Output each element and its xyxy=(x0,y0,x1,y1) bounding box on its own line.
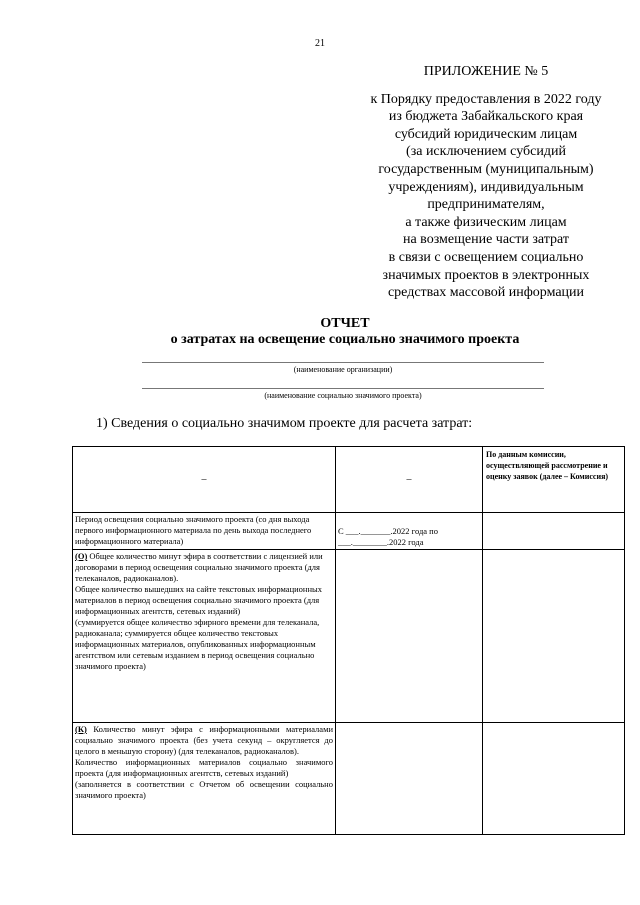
table-row-total-minutes xyxy=(73,550,625,723)
project-name-line xyxy=(142,388,544,389)
appendix-line: (за исключением субсидий xyxy=(406,144,566,160)
row-text: (заполняется в соответствии с Отчетом об освещении социально значимого проекта) xyxy=(75,779,333,800)
row-label xyxy=(73,723,336,835)
appendix-block xyxy=(352,63,620,302)
appendix-line: предпринимателям, xyxy=(427,197,545,213)
header-cell: – xyxy=(336,447,483,513)
row-text: Общее количество вышедших на сайте текстовых информационных материалов в период освещения социально значимого проекта (для информационных агентств, сетевых изданий) xyxy=(75,584,322,616)
appendix-line: из бюджета Забайкальского края xyxy=(388,109,584,125)
period-from: С ___._______.2022 года по xyxy=(338,526,438,536)
page-number: 21 xyxy=(315,38,325,49)
appendix-line: а также физическим лицам xyxy=(405,214,567,230)
table-row-period xyxy=(73,513,625,550)
commission-cell xyxy=(483,513,625,550)
header-cell-commission: По данным комиссии, осуществляющей рассмотрение и оценку заявок (далее – Комиссия) xyxy=(483,447,625,513)
row-text: Количество информационных материалов социально значимого проекта (для информационных агентств, сетевых изданий) xyxy=(75,757,333,778)
code-label: (О) xyxy=(75,551,88,561)
code-label: (К) xyxy=(75,724,87,734)
period-value-cell xyxy=(336,513,483,550)
appendix-line: средствах массовой информации xyxy=(387,285,585,301)
row-text-part: Общее количество минут эфира в соответствии с лицензией или договорами в период освещения социально значимого проекта (для телеканалов, радиоканалов). xyxy=(75,551,323,583)
row-text xyxy=(75,724,333,757)
project-caption: (наименование социально значимого проекта) xyxy=(264,391,422,400)
cost-table xyxy=(72,446,625,835)
organization-caption: (наименование организации) xyxy=(293,365,393,374)
commission-cell xyxy=(483,723,625,835)
row-text: (суммируется общее количество эфирного времени для телеканала, радиоканала; суммируется общее количество текстовых информационных материалов, опубликованных информационным агентством или сетевым изданием в период освещения социально значимого проекта) xyxy=(75,617,320,671)
report-subtitle: о затратах на освещение социально значимого проекта xyxy=(170,332,520,347)
report-title: ОТЧЕТ xyxy=(320,316,370,331)
value-cell xyxy=(336,723,483,835)
value-cell xyxy=(336,550,483,723)
appendix-title: ПРИЛОЖЕНИЕ № 5 xyxy=(423,64,549,79)
appendix-line: учреждениям), индивидуальным xyxy=(388,179,584,195)
appendix-line: к Порядку предоставления в 2022 году xyxy=(370,91,602,107)
table-header-row xyxy=(73,447,625,513)
header-cell: – xyxy=(73,447,336,513)
row-label: Период освещения социально значимого проекта (со дня выхода первого информационного материала по день выхода последнего информационного материала) xyxy=(73,513,336,550)
table-row-project-minutes xyxy=(73,723,625,835)
appendix-line: в связи с освещением социально xyxy=(388,249,584,265)
row-text xyxy=(75,551,333,584)
period-to: ___.________.2022 года xyxy=(338,537,424,547)
section-heading: 1) Сведения о социально значимом проекте для расчета затрат: xyxy=(96,416,473,431)
appendix-line: на возмещение части затрат xyxy=(402,232,570,248)
organization-name-line xyxy=(142,362,544,363)
appendix-line: государственным (муниципальным) xyxy=(378,161,594,177)
appendix-line: субсидий юридическим лицам xyxy=(394,126,578,142)
appendix-line: значимых проектов в электронных xyxy=(382,267,590,283)
report-title-block xyxy=(0,316,640,348)
row-label xyxy=(73,550,336,723)
row-text-part: Количество минут эфира с информационными материалами социально значимого проекта (без учета секунд – округляется до целого в меньшую сторону) (для телеканалов, радиоканалов). xyxy=(75,724,333,756)
commission-cell xyxy=(483,550,625,723)
